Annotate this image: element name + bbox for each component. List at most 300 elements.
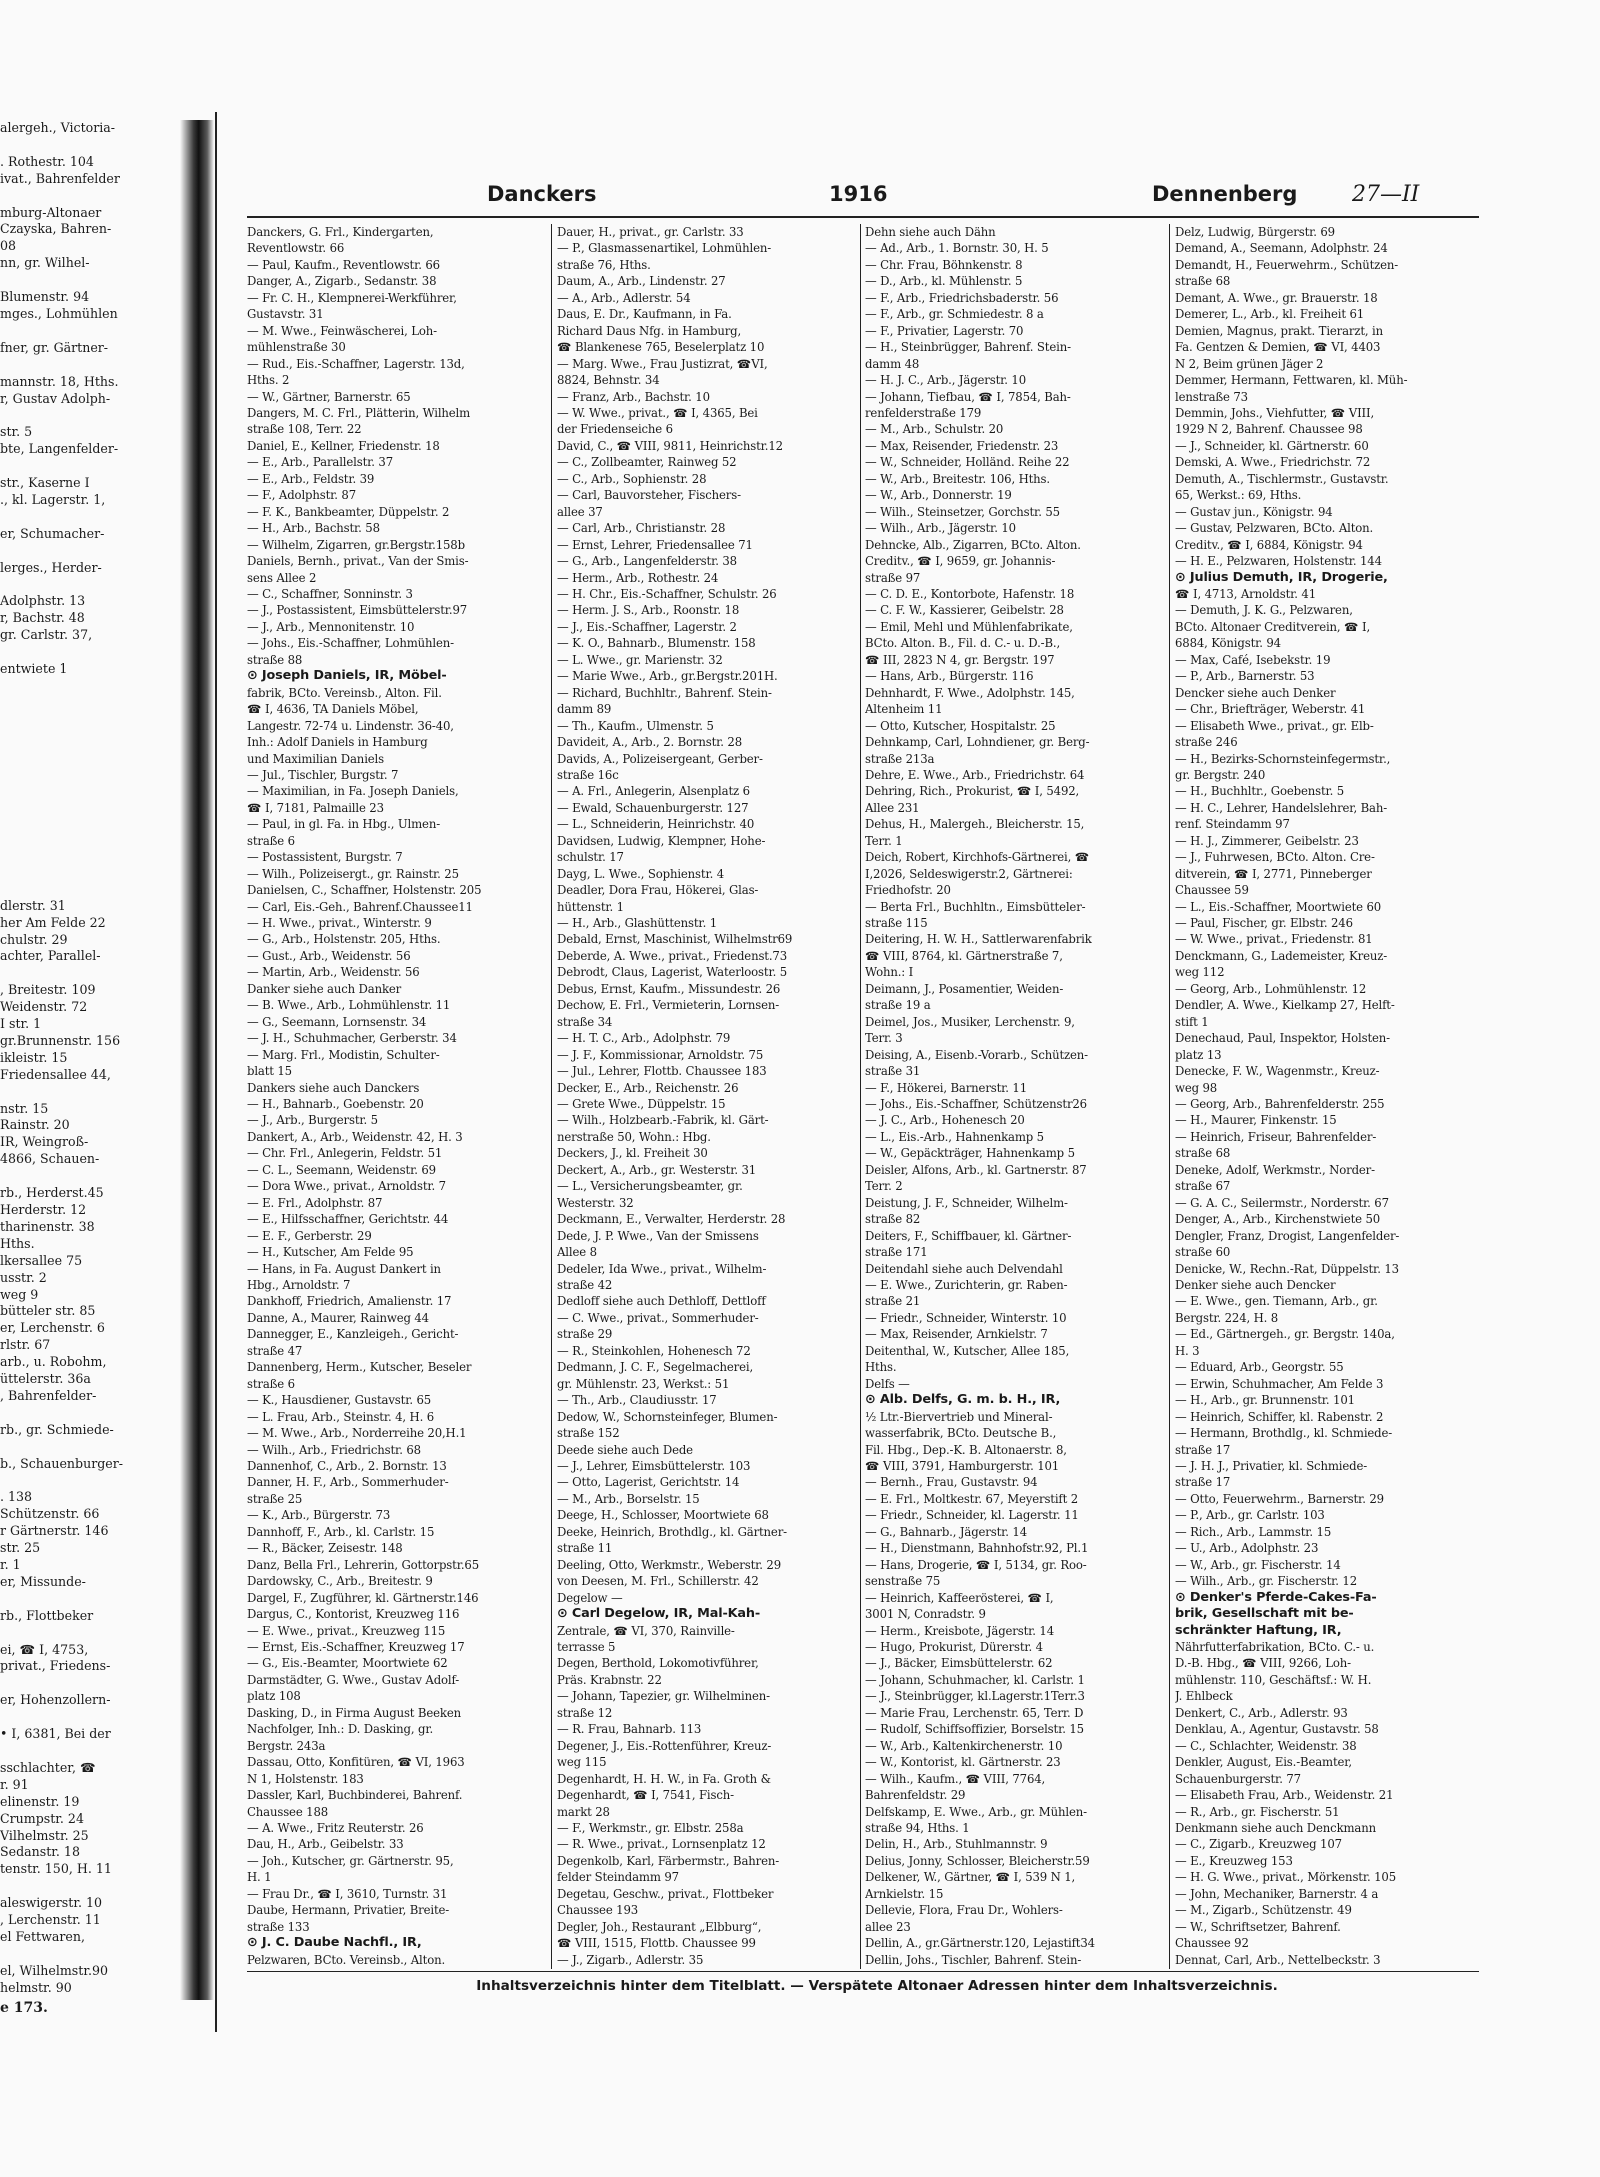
directory-entry-line: — J. H. J., Privatier, kl. Schmiede- [1175, 1458, 1368, 1473]
directory-entry-line: — H. J., Zimmerer, Geibelstr. 23 [1175, 833, 1359, 848]
facing-page-line: Adolphstr. 13 [0, 593, 86, 609]
column-divider [1169, 224, 1170, 1969]
facing-page-line [0, 1591, 175, 1608]
directory-entry-line: Dayg, L. Wwe., Sophienstr. 4 [557, 866, 725, 881]
directory-entry-line: Deitenthal, W., Kutscher, Allee 185, [865, 1343, 1070, 1358]
directory-entry-line: ☎ VIII, 1515, Flottb. Chaussee 99 [557, 1936, 756, 1951]
directory-entry-line: Delius, Jonny, Schlosser, Bleicherstr.59 [865, 1853, 1090, 1868]
directory-entry-line: fabrik, BCto. Vereinsb., Alton. Fil. [247, 685, 442, 700]
directory-entry-line: — F., Privatier, Lagerstr. 70 [865, 323, 1024, 338]
directory-entry-line: Deistung, J. F., Schneider, Wilhelm- [865, 1195, 1068, 1210]
directory-column-2 [557, 224, 857, 1969]
directory-entry-line: Dehring, Rich., Prokurist, ☎ I, 5492, [865, 784, 1080, 799]
directory-entry-line: Davids, A., Polizeisergeant, Gerber- [557, 751, 763, 766]
directory-entry-line: Dargel, F., Zugführer, kl. Gärtnerstr.146 [247, 1590, 479, 1605]
facing-page-line [0, 1709, 175, 1726]
directory-entry-line: Danz, Bella Frl., Lehrerin, Gottorpstr.65 [247, 1557, 479, 1572]
directory-entry-line: — H., Arb., Glashüttenstr. 1 [557, 916, 717, 931]
directory-entry-line: Hths. 2 [247, 373, 290, 388]
directory-entry-line: — Ernst, Eis.-Schaffner, Kreuzweg 17 [247, 1639, 465, 1654]
directory-entry-line: Daum, A., Arb., Lindenstr. 27 [557, 274, 726, 289]
directory-entry-line: — J., Arb., Mennonitenstr. 10 [247, 619, 415, 634]
directory-entry-line: Dau, H., Arb., Geibelstr. 33 [247, 1837, 404, 1852]
directory-entry-line: 8824, Behnstr. 34 [557, 373, 660, 388]
directory-entry-line: straße 42 [557, 1278, 613, 1292]
facing-page-line [0, 695, 175, 712]
facing-page-line: Rainstr. 20 [0, 1117, 70, 1133]
directory-entry-line: Dehre, E. Wwe., Arb., Friedrichstr. 64 [865, 767, 1085, 782]
directory-entry-line: — L. Wwe., gr. Marienstr. 32 [557, 652, 723, 667]
directory-entry-line: I,2026, Seldeswigerstr.2, Gärtnerei: [865, 866, 1073, 881]
directory-entry-line: — E. F., Gerberstr. 29 [247, 1228, 372, 1243]
facing-page-line: • I, 6381, Bei der [0, 1726, 111, 1742]
directory-entry-line: — P., Glasmassenartikel, Lohmühlen- [557, 241, 772, 256]
directory-entry-line: — H., Dienstmann, Bahnhofstr.92, Pl.1 [865, 1541, 1089, 1556]
facing-page-line: . Rothestr. 104 [0, 153, 94, 169]
directory-entry-line: — E. Wwe., Zurichterin, gr. Raben- [865, 1278, 1068, 1292]
facing-page-line: el, Wilhelmstr.90 [0, 1962, 108, 1978]
directory-entry-line: — Wilh., Arb., Jägerstr. 10 [865, 521, 1016, 536]
directory-entry-line: — M. Wwe., Arb., Norderreihe 20,H.1 [247, 1426, 467, 1441]
directory-entry-line: — W., Gärtner, Barnerstr. 65 [247, 389, 411, 404]
directory-entry-line: straße 88 [247, 652, 303, 667]
facing-page-line: üttelerstr. 36a [0, 1371, 91, 1387]
directory-entry-line: Dennat, Carl, Arb., Nettelbeckstr. 3 [1175, 1952, 1381, 1967]
directory-entry-line: — Elisabeth Wwe., privat., gr. Elb- [1175, 718, 1374, 733]
directory-entry-line: N 2, Beim grünen Jäger 2 [1175, 356, 1324, 371]
directory-entry-line: ½ Ltr.-Biervertrieb und Mineral- [865, 1409, 1053, 1424]
directory-entry-line: — F., Adolphstr. 87 [247, 488, 356, 503]
facing-page-line: chulstr. 29 [0, 931, 68, 947]
directory-entry-line: — G. A. C., Seilermstr., Norderstr. 67 [1175, 1195, 1389, 1210]
directory-entry-line: Chaussee 59 [1175, 883, 1249, 898]
facing-page-line [0, 729, 175, 746]
directory-entry-line: und Maximilian Daniels [247, 751, 384, 766]
directory-entry-line: — J., Steinbrügger, kl.Lagerstr.1Terr.3 [865, 1689, 1085, 1704]
facing-page-line: entwiete 1 [0, 661, 68, 676]
facing-page-line [0, 762, 175, 779]
directory-entry-line: Demmer, Hermann, Fettwaren, kl. Müh- [1175, 373, 1408, 388]
directory-entry-line: — Georg, Arb., Bahrenfelderstr. 255 [1175, 1097, 1385, 1112]
directory-entry-line: — K. O., Bahnarb., Blumenstr. 158 [557, 636, 756, 651]
facing-page-line: rlstr. 67 [0, 1337, 51, 1353]
directory-entry-line: Debald, Ernst, Maschinist, Wilhelmstr69 [557, 932, 793, 947]
directory-entry-line: — Georg, Arb., Lohmühlenstr. 12 [1175, 981, 1367, 996]
directory-entry-line: — Wilh., Arb., Friedrichstr. 68 [247, 1442, 421, 1457]
directory-entry-line: David, C., ☎ VIII, 9811, Heinrichstr.12 [557, 438, 783, 453]
directory-entry-line: — G., Eis.-Beamter, Moortwiete 62 [247, 1656, 448, 1671]
directory-entry-line: Demuth, A., Tischlermstr., Gustavstr. [1175, 471, 1389, 486]
facing-page-line [0, 543, 175, 560]
directory-entry-line: Deckers, J., kl. Freiheit 30 [557, 1146, 708, 1161]
directory-entry-line: Deadler, Dora Frau, Hökerei, Glas- [557, 883, 759, 898]
facing-page-line [0, 1168, 175, 1185]
directory-entry-line: — E., Kreuzweg 153 [1175, 1853, 1293, 1868]
facing-page-line: helmstr. 90 [0, 1979, 72, 1995]
footer-rule [247, 1971, 1479, 1972]
directory-entry-line: Dede, J. P. Wwe., Van der Smissens [557, 1228, 759, 1243]
directory-entry-line: — Gustav, Pelzwaren, BCto. Alton. [1175, 521, 1374, 536]
directory-entry-line: Debrodt, Claus, Lagerist, Waterloostr. 5 [557, 965, 788, 980]
directory-entry-line: Dengler, Franz, Drogist, Langenfelder- [1175, 1228, 1400, 1243]
directory-entry-line: — Hans, in Fa. August Dankert in [247, 1261, 441, 1276]
facing-page-line: alergeh., Victoria- [0, 120, 116, 135]
directory-entry-line: damm 48 [865, 356, 920, 371]
directory-entry-line: Allee 8 [557, 1245, 597, 1260]
directory-entry-line: Dedow, W., Schornsteinfeger, Blumen- [557, 1409, 778, 1424]
directory-entry-line: — H., Buchhltr., Goebenstr. 5 [1175, 784, 1345, 799]
facing-page-line: fner, gr. Gärtner- [0, 339, 109, 355]
facing-page-line: gr.Brunnenstr. 156 [0, 1032, 121, 1048]
directory-entry-line: Dehnkamp, Carl, Lohndiener, gr. Berg- [865, 735, 1090, 750]
directory-entry-line: — R., Bäcker, Zeisestr. 148 [247, 1541, 403, 1556]
directory-entry-line: — Carl, Eis.-Geh., Bahrenf.Chaussee11 [247, 899, 473, 914]
directory-column-4 [1175, 224, 1475, 1969]
facing-page-line [0, 1946, 175, 1963]
directory-entry-line: — J. H., Schuhmacher, Gerberstr. 34 [247, 1031, 457, 1046]
directory-entry-line: ☎ Blankenese 765, Beselerplatz 10 [557, 340, 765, 355]
directory-entry-line: straße 68 [1175, 274, 1231, 289]
directory-entry-line: hüttenstr. 1 [557, 899, 624, 914]
directory-entry-line: — Marg. Frl., Modistin, Schulter- [247, 1047, 440, 1062]
directory-entry-line: — Gustav jun., Königstr. 94 [1175, 504, 1333, 519]
directory-entry-line: Denkert, C., Arb., Adlerstr. 93 [1175, 1705, 1348, 1720]
directory-entry-line: straße 21 [865, 1294, 921, 1309]
facing-page-line: el Fettwaren, [0, 1928, 85, 1944]
directory-entry-line: straße 94, Hths. 1 [865, 1820, 970, 1835]
facing-page-line: Schützenstr. 66 [0, 1506, 100, 1522]
facing-page-line [0, 576, 175, 593]
directory-entry-line: — J., Schneider, kl. Gärtnerstr. 60 [1175, 438, 1369, 453]
directory-entry-line: Deckmann, E., Verwalter, Herderstr. 28 [557, 1212, 786, 1227]
directory-entry-line: Dedloff siehe auch Dethloff, Dettloff [557, 1294, 766, 1309]
directory-entry-line: 3001 N, Conradstr. 9 [865, 1607, 986, 1622]
directory-entry-line: straße 246 [1175, 735, 1238, 750]
directory-entry-line: straße 67 [1175, 1179, 1231, 1194]
directory-entry-line: — W., Schriftsetzer, Bahrenf. [1175, 1919, 1341, 1934]
directory-entry-line: J. Ehlbeck [1175, 1689, 1233, 1704]
directory-entry-line: — J., Fuhrwesen, BCto. Alton. Cre- [1175, 850, 1375, 865]
directory-entry-line: brik, Gesellschaft mit be- [1175, 1606, 1354, 1622]
directory-entry-line: — A., Arb., Adlerstr. 54 [557, 290, 691, 305]
directory-entry-line: — W., Arb., gr. Fischerstr. 14 [1175, 1557, 1341, 1572]
directory-entry-line: — W., Schneider, Holländ. Reihe 22 [865, 455, 1070, 470]
directory-entry-line: — Ernst, Lehrer, Friedensallee 71 [557, 537, 753, 552]
facing-page-line: lkersallee 75 [0, 1252, 83, 1268]
page-number: 27—II [1352, 182, 1420, 207]
directory-entry-line: — C. D. E., Kontorbote, Hafenstr. 18 [865, 586, 1075, 601]
directory-entry-line: — F., Arb., Friedrichsbaderstr. 56 [865, 290, 1059, 305]
directory-entry-line: — H. C., Lehrer, Handelslehrer, Bah- [1175, 800, 1388, 815]
facing-page-line: ., kl. Lagerstr. 1, [0, 491, 106, 507]
book-gutter [180, 120, 214, 2000]
directory-entry-line: — L., Eis.-Schaffner, Moortwiete 60 [1175, 899, 1382, 914]
facing-page-line: tharinenstr. 38 [0, 1218, 95, 1234]
directory-entry-line: Nachfolger, Inh.: D. Dasking, gr. [247, 1722, 434, 1737]
directory-entry-line: straße 171 [865, 1245, 928, 1260]
facing-page-line: rb., Flottbeker [0, 1607, 94, 1623]
directory-entry-line: Nährfutterfabrikation, BCto. C.- u. [1175, 1639, 1375, 1654]
facing-page-line [0, 746, 175, 763]
facing-page-line [0, 1878, 175, 1895]
directory-entry-line [557, 1968, 857, 1969]
directory-entry-line: Davidsen, Ludwig, Klempner, Hohe- [557, 833, 766, 848]
directory-entry-line: Dedmann, J. C. F., Segelmacherei, [557, 1360, 754, 1375]
directory-entry-line: von Deesen, M. Frl., Schillerstr. 42 [557, 1574, 759, 1589]
directory-entry-line: ⊙ J. C. Daube Nachfl., IR, [247, 1935, 422, 1951]
directory-entry-line: Langestr. 72-74 u. Lindenstr. 36-40, [247, 718, 454, 733]
facing-page-line: IR, Weingroß- [0, 1134, 89, 1150]
directory-entry-line: Bergstr. 224, H. 8 [1175, 1310, 1279, 1325]
directory-entry-line: — J., Lehrer, Eimsbüttelerstr. 103 [557, 1458, 751, 1473]
facing-page-line: rb., Herderst.45 [0, 1185, 104, 1201]
directory-entry-line: H. 3 [1175, 1343, 1200, 1358]
directory-entry-line: — Eduard, Arb., Georgstr. 55 [1175, 1360, 1344, 1375]
directory-entry-line: Denkmann siehe auch Denckmann [1175, 1820, 1377, 1835]
directory-entry-line: Degelow — [557, 1590, 623, 1605]
directory-entry-line: gr. Mühlenstr. 23, Werkst.: 51 [557, 1376, 730, 1391]
directory-entry-line: — Martin, Arb., Weidenstr. 56 [247, 965, 420, 980]
directory-entry-line: — Demuth, J. K. G., Pelzwaren, [1175, 603, 1353, 618]
facing-page-line [0, 881, 175, 898]
directory-entry-line: Terr. 3 [865, 1031, 903, 1046]
facing-page-line: r. 1 [0, 1557, 21, 1573]
directory-entry-line: Arnkielstr. 15 [865, 1886, 944, 1901]
directory-entry-line: Deitendahl siehe auch Delvendahl [865, 1261, 1063, 1276]
directory-entry-line: — Otto, Feuerwehrm., Barnerstr. 29 [1175, 1491, 1384, 1506]
directory-entry-line: Friedhofstr. 20 [865, 883, 951, 898]
directory-entry-line: — Richard, Buchhltr., Bahrenf. Stein- [557, 685, 772, 700]
directory-entry-line: — C. Wwe., privat., Sommerhuder- [557, 1310, 759, 1325]
facing-page-line: Sedanstr. 18 [0, 1844, 80, 1860]
header-rule [247, 216, 1479, 218]
directory-entry-line: Denicke, W., Rechn.-Rat, Düppelstr. 13 [1175, 1261, 1399, 1276]
directory-entry-line: straße 29 [557, 1327, 613, 1342]
directory-entry-line: — Friedr., Schneider, Winterstr. 10 [865, 1310, 1067, 1325]
facing-page-line: lerges., Herder- [0, 559, 102, 575]
facing-page-line [0, 509, 175, 526]
directory-entry-line: allee 37 [557, 504, 603, 519]
directory-entry-line: Deberde, A. Wwe., privat., Friedenst.73 [557, 948, 787, 963]
facing-page-line [0, 847, 175, 864]
facing-page-line: I str. 1 [0, 1016, 42, 1032]
facing-page-line [0, 272, 175, 289]
directory-entry-line: Dellin, A., gr.Gärtnerstr.120, Lejastift34 [865, 1936, 1095, 1951]
directory-entry-line: — M., Arb., Borselstr. 15 [557, 1491, 700, 1506]
directory-entry-line: Demand, A., Seemann, Adolphstr. 24 [1175, 241, 1388, 256]
directory-entry-line: Dehncke, Alb., Zigarren, BCto. Alton. [865, 537, 1081, 552]
directory-entry-line: — J., Zigarb., Adlerstr. 35 [557, 1952, 704, 1967]
directory-entry-line: Fa. Gentzen & Demien, ☎ VI, 4403 [1175, 340, 1381, 355]
directory-entry-line: Dedeler, Ida Wwe., privat., Wilhelm- [557, 1261, 767, 1276]
directory-entry-line: — R. Wwe., privat., Lornsenplatz 12 [557, 1837, 766, 1852]
directory-entry-line: — Herm., Arb., Rothestr. 24 [557, 570, 719, 585]
directory-entry-line: — G., Bahnarb., Jägerstr. 14 [865, 1524, 1027, 1539]
directory-entry-line: — Max, Reisender, Friedenstr. 23 [865, 438, 1059, 453]
directory-entry-line: — Rud., Eis.-Schaffner, Lagerstr. 13d, [247, 356, 465, 371]
directory-entry-line: Deckert, A., Arb., gr. Westerstr. 31 [557, 1162, 757, 1177]
directory-entry-line: — Hugo, Prokurist, Dürerstr. 4 [865, 1639, 1043, 1654]
directory-entry-line: — Wilh., Kaufm., ☎ VIII, 7764, [865, 1771, 1046, 1786]
directory-entry-line: — M. Wwe., Feinwäscherei, Loh- [247, 323, 437, 338]
directory-entry-line: Deisler, Alfons, Arb., kl. Gartnerstr. 87 [865, 1162, 1087, 1177]
directory-entry-line: — M., Zigarb., Schützenstr. 49 [1175, 1903, 1352, 1918]
directory-entry-line: Dauer, H., privat., gr. Carlstr. 33 [557, 225, 744, 239]
directory-entry-line: — Wilh., Steinsetzer, Gorchstr. 55 [865, 504, 1060, 519]
directory-entry-line: — E. Frl., Moltkestr. 67, Meyerstift 2 [865, 1491, 1079, 1506]
facing-page-line [0, 779, 175, 796]
directory-entry-line: Chaussee 188 [247, 1804, 329, 1819]
facing-page-line [0, 644, 175, 661]
directory-entry-line: — Carl, Arb., Christianstr. 28 [557, 521, 726, 536]
directory-entry-line: — G., Arb., Langenfelderstr. 38 [557, 554, 737, 569]
facing-page-line: Hths. [0, 1235, 35, 1251]
facing-page-line: weg 9 [0, 1286, 39, 1302]
directory-entry-line: sens Allee 2 [247, 570, 317, 585]
directory-entry-line: — W. Wwe., privat., ☎ I, 4365, Bei [557, 405, 758, 420]
directory-entry-line: Denger, A., Arb., Kirchenstwiete 50 [1175, 1212, 1381, 1227]
directory-entry-line: — Grete Wwe., Düppelstr. 15 [557, 1097, 726, 1112]
directory-entry-line: 1929 N 2, Bahrenf. Chaussee 98 [1175, 422, 1363, 437]
directory-entry-line: Dendler, A. Wwe., Kielkamp 27, Helft- [1175, 998, 1395, 1013]
directory-page [215, 112, 1507, 2032]
directory-entry-line: — Marie Frau, Lerchenstr. 65, Terr. D [865, 1705, 1084, 1720]
facing-page-line: r, Gustav Adolph- [0, 390, 111, 406]
directory-entry-line: Dannenhof, C., Arb., 2. Bornstr. 13 [247, 1458, 447, 1473]
directory-entry-line: Debus, Ernst, Kaufm., Missundestr. 26 [557, 981, 781, 996]
directory-entry-line: Degener, J., Eis.-Rottenführer, Kreuz- [557, 1738, 772, 1753]
directory-entry-line: Terr. 2 [865, 1179, 903, 1194]
directory-entry-line: — H., Maurer, Finkenstr. 15 [1175, 1113, 1337, 1128]
directory-entry-line: Inh.: Adolf Daniels in Hamburg [247, 735, 428, 750]
facing-page-line [0, 357, 175, 374]
directory-entry-line: — W., Arb., Kaltenkirchenerstr. 10 [865, 1738, 1063, 1753]
facing-page-line: achter, Parallel- [0, 948, 101, 964]
directory-entry-line: — B. Wwe., Arb., Lohmühlenstr. 11 [247, 998, 451, 1013]
directory-entry-line: Reventlowstr. 66 [247, 241, 345, 256]
facing-page-line: tenstr. 150, H. 11 [0, 1861, 112, 1877]
facing-page-line: . 138 [0, 1489, 33, 1505]
directory-entry-line: — P., Arb., gr. Carlstr. 103 [1175, 1508, 1325, 1523]
directory-entry-line: Chaussee 92 [1175, 1936, 1249, 1951]
facing-page-line: er, Hohenzollern- [0, 1692, 111, 1708]
directory-entry-line: — J., Arb., Burgerstr. 5 [247, 1113, 378, 1128]
directory-entry-line: — Heinrich, Schiffer, kl. Rabenstr. 2 [1175, 1409, 1384, 1424]
header-last-entry: Dennenberg [1152, 182, 1298, 206]
directory-entry-line: ☎ VIII, 3791, Hamburgerstr. 101 [865, 1458, 1060, 1473]
directory-entry-line: — C., Zigarb., Kreuzweg 107 [1175, 1837, 1342, 1852]
directory-entry-line: Demant, A. Wwe., gr. Brauerstr. 18 [1175, 290, 1378, 305]
directory-entry-line: Denecke, F. W., Wagenmstr., Kreuz- [1175, 1064, 1380, 1079]
directory-entry-line: — Johs., Eis.-Schaffner, Schützenstr26 [865, 1097, 1087, 1112]
directory-entry-line: N 1, Holstenstr. 183 [247, 1771, 364, 1786]
directory-entry-line: Präs. Krabnstr. 22 [557, 1672, 662, 1687]
directory-entry-line: — L., Schneiderin, Heinrichstr. 40 [557, 817, 755, 832]
directory-entry-line: straße 60 [1175, 1245, 1231, 1260]
directory-entry-line: Degenhardt, ☎ I, 7541, Fisch- [557, 1788, 734, 1803]
directory-entry-line: Dannegger, E., Kanzleigeh., Gericht- [247, 1327, 459, 1342]
directory-entry-line: schulstr. 17 [557, 850, 624, 865]
facing-page-line: dlerstr. 31 [0, 897, 66, 913]
directory-entry-line: — Maximilian, in Fa. Joseph Daniels, [247, 784, 459, 799]
directory-entry-line: — W., Gepäckträger, Hahnenkamp 5 [865, 1146, 1075, 1161]
directory-entry-line: — Postassistent, Burgstr. 7 [247, 850, 403, 865]
directory-entry-line: Deeling, Otto, Werkmstr., Weberstr. 29 [557, 1557, 781, 1572]
directory-entry-line: Deede siehe auch Dede [557, 1442, 693, 1457]
directory-entry-line: Denechaud, Paul, Inspektor, Holsten- [1175, 1031, 1390, 1046]
directory-entry-line: — C., Schlachter, Weidenstr. 38 [1175, 1738, 1357, 1753]
directory-entry-line: Demski, A. Wwe., Friedrichstr. 72 [1175, 455, 1371, 470]
directory-entry-line: — G., Arb., Holstenstr. 205, Hths. [247, 932, 441, 947]
directory-entry-line: der Friedenseiche 6 [557, 422, 673, 437]
facing-page-line [0, 137, 175, 154]
directory-entry-line: — H. Chr., Eis.-Schaffner, Schulstr. 26 [557, 586, 777, 601]
directory-entry-line: platz 108 [247, 1689, 301, 1704]
directory-entry-line: — D., Arb., kl. Mühlenstr. 5 [865, 274, 1023, 289]
directory-entry-line: Dassau, Otto, Konfitüren, ☎ VI, 1963 [247, 1755, 465, 1770]
directory-entry-line: Daniel, E., Kellner, Friedenstr. 18 [247, 438, 440, 453]
directory-entry-line: straße 68 [1175, 1146, 1231, 1161]
directory-entry-line: Dehn siehe auch Dähn [865, 225, 996, 239]
facing-page-line: er, Missunde- [0, 1573, 86, 1589]
facing-page-line: r. 91 [0, 1776, 29, 1792]
directory-entry-line: — H., Arb., Bachstr. 58 [247, 521, 380, 536]
directory-entry-line: Delkener, W., Gärtner, ☎ I, 539 N 1, [865, 1870, 1076, 1885]
facing-page-line [0, 678, 175, 695]
directory-entry-line: — F., Werkmstr., gr. Elbstr. 258a [557, 1820, 744, 1835]
facing-page-line: nn, gr. Wilhel- [0, 255, 90, 271]
directory-entry-line: mühlenstraße 30 [247, 340, 346, 355]
directory-entry-line: — E. Wwe., gen. Tiemann, Arb., gr. [1175, 1294, 1378, 1309]
directory-entry-line: — Joh., Kutscher, gr. Gärtnerstr. 95, [247, 1853, 454, 1868]
facing-page-line: nstr. 15 [0, 1100, 49, 1116]
directory-entry-line: Degen, Berthold, Lokomotivführer, [557, 1656, 759, 1671]
directory-entry-line: — K., Hausdiener, Gustavstr. 65 [247, 1393, 432, 1408]
directory-entry-line: ⊙ Joseph Daniels, IR, Möbel- [247, 668, 447, 684]
directory-entry-line: Hths. [865, 1360, 897, 1375]
directory-entry-line: Danielsen, C., Schaffner, Holstenstr. 205 [247, 883, 482, 898]
directory-entry-line: 6884, Königstr. 94 [1175, 636, 1281, 651]
page-header [217, 182, 1507, 212]
directory-entry-line: — Otto, Lagerist, Gerichtstr. 14 [557, 1475, 740, 1490]
page-footer-note: Inhaltsverzeichnis hinter dem Titelblatt. — Verspätete Altonaer Adressen hinter dem Inhaltsverzeichnis. [476, 1978, 1278, 1994]
facing-page-line: er, Lerchenstr. 6 [0, 1320, 105, 1336]
facing-page-line [0, 1439, 175, 1456]
directory-entry-line: Denklau, A., Agentur, Gustavstr. 58 [1175, 1722, 1379, 1737]
facing-page-line [0, 1405, 175, 1422]
directory-entry-line: Darmstädter, G. Wwe., Gustav Adolf- [247, 1672, 460, 1687]
facing-page-line: ikleistr. 15 [0, 1049, 68, 1065]
directory-entry-line: — A. Frl., Anlegerin, Alsenplatz 6 [557, 784, 750, 799]
facing-page-line [0, 813, 175, 830]
facing-page-line: gr. Carlstr. 37, [0, 627, 93, 643]
directory-entry-line: Delfs — [865, 1376, 910, 1391]
facing-page-line: her Am Felde 22 [0, 914, 106, 930]
facing-page-line: r, Bachstr. 48 [0, 610, 85, 626]
directory-entry-line: — Gust., Arb., Weidenstr. 56 [247, 948, 411, 963]
directory-entry-line: Dardowsky, C., Arb., Breitestr. 9 [247, 1574, 433, 1589]
directory-entry-line: — E., Hilfsschaffner, Gerichtstr. 44 [247, 1212, 449, 1227]
directory-entry-line: — Jul., Tischler, Burgstr. 7 [247, 767, 399, 782]
facing-page-line [0, 458, 175, 475]
facing-page-line: Crumpstr. 24 [0, 1810, 84, 1826]
directory-entry-line: — C. F. W., Kassierer, Geibelstr. 28 [865, 603, 1064, 618]
directory-entry-line: — C. L., Seemann, Weidenstr. 69 [247, 1162, 436, 1177]
directory-entry-line: Altenheim 11 [865, 702, 943, 717]
directory-entry-line: Schauenburgerstr. 77 [1175, 1771, 1301, 1786]
directory-entry-line: Terr. 1 [865, 833, 903, 848]
directory-entry-line: — Herm. J. S., Arb., Roonstr. 18 [557, 603, 740, 618]
